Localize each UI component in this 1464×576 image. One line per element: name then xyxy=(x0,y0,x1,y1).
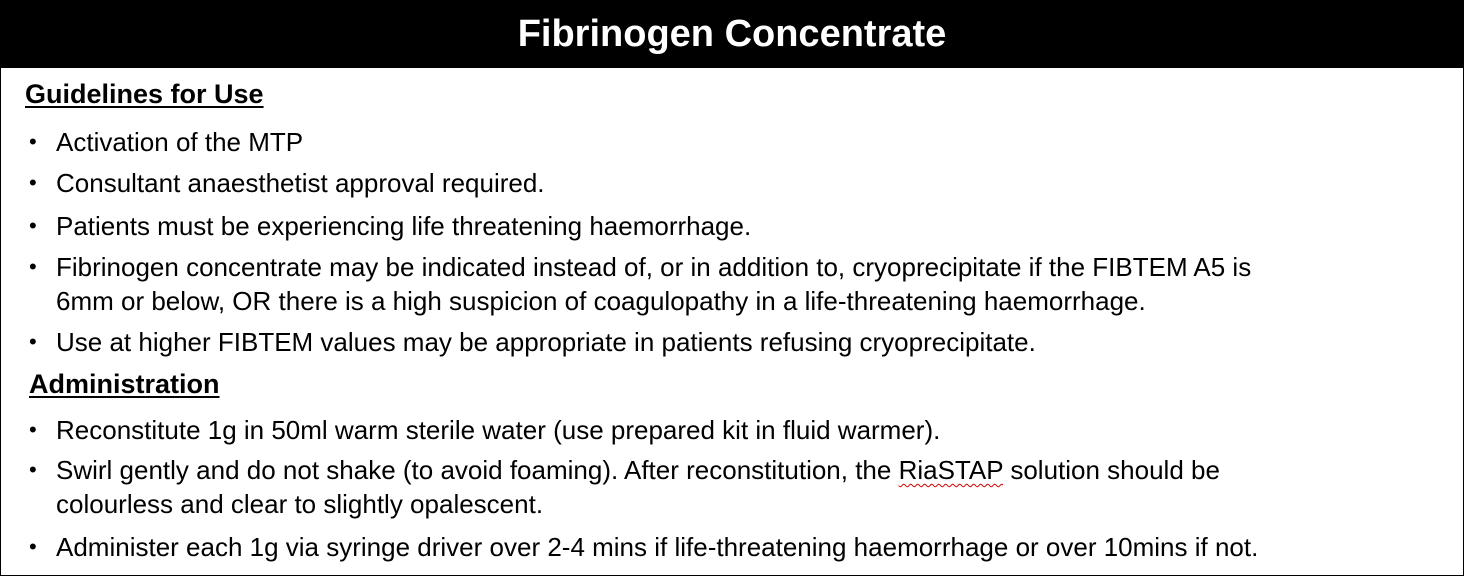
list-item-text: Swirl gently and do not shake (to avoid foaming). After reconstitution, the RiaSTAP solution should be xyxy=(56,455,1220,485)
list-item-text: 6mm or below, OR there is a high suspicion of coagulopathy in a life-threatening haemorrhage. xyxy=(56,286,1146,316)
section-heading-administration: Administration xyxy=(29,369,220,399)
bullet-icon: • xyxy=(29,213,37,238)
list-item-text: Administer each 1g via syringe driver over 2-4 mins if life-threatening haemorrhage or over 10mins if not. xyxy=(56,532,1259,562)
bullet-icon: • xyxy=(29,129,37,154)
bullet-icon: • xyxy=(29,534,37,559)
list-item-text: Reconstitute 1g in 50ml warm sterile water (use prepared kit in fluid warmer). xyxy=(56,415,941,445)
section-heading-guidelines: Guidelines for Use xyxy=(25,79,264,109)
bullet-icon: • xyxy=(29,329,37,354)
list-item-text: Use at higher FIBTEM values may be appropriate in patients refusing cryoprecipitate. xyxy=(56,327,1036,357)
page-title: Fibrinogen Concentrate xyxy=(1,1,1463,68)
list-item-text: colourless and clear to slightly opalescent. xyxy=(56,489,544,519)
list-item-text: Consultant anaesthetist approval required. xyxy=(56,168,545,198)
bullet-icon: • xyxy=(29,457,37,482)
list-item-text: Patients must be experiencing life threatening haemorrhage. xyxy=(56,211,752,241)
list-item-text: Fibrinogen concentrate may be indicated instead of, or in addition to, cryoprecipitate if the FIBTEM A5 is xyxy=(56,252,1252,282)
bullet-icon: • xyxy=(29,417,37,442)
bullet-icon: • xyxy=(29,254,37,279)
spellcheck-flagged-word[interactable]: RiaSTAP xyxy=(898,455,1004,485)
bullet-icon: • xyxy=(29,170,37,195)
list-item-text: Activation of the MTP xyxy=(56,127,304,157)
